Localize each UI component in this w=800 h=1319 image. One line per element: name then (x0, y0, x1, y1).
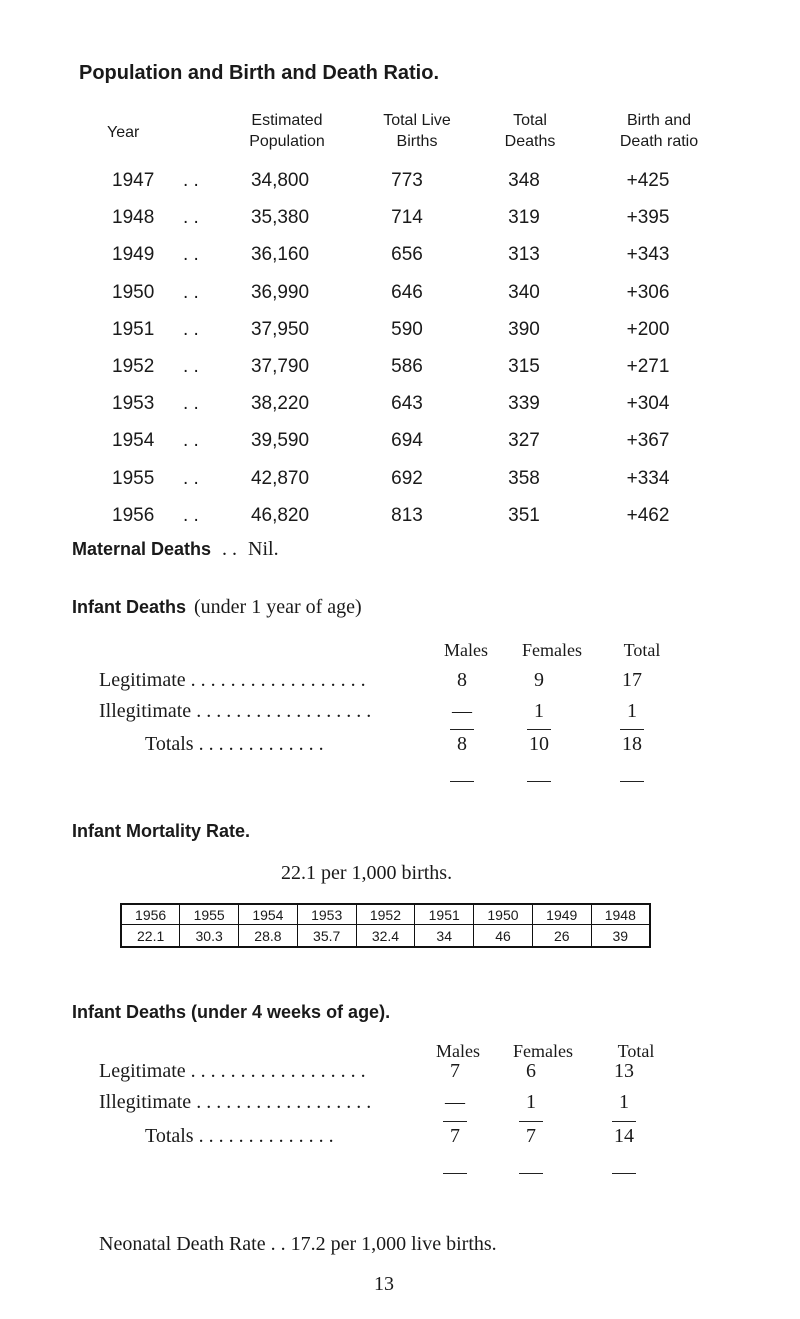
imr-value: 22.1 (121, 925, 180, 948)
row-deaths: 315 (508, 356, 540, 377)
infant-row-total: 1 (627, 700, 637, 722)
row-deaths: 348 (508, 170, 540, 191)
infant-row-females: 1 (526, 1091, 536, 1113)
infant-totals-label (145, 733, 324, 756)
row-births: 813 (391, 505, 423, 526)
row-ratio: +200 (626, 319, 670, 340)
row-year: 1947 (112, 170, 155, 191)
infant-row-label-text: Legitimate (99, 1060, 186, 1082)
row-leader: . . (183, 207, 199, 228)
row-births: 714 (391, 207, 423, 228)
infant-totals-males: 8 (457, 733, 467, 755)
row-births: 590 (391, 319, 423, 340)
row-deaths: 327 (508, 430, 540, 451)
row-deaths: 390 (508, 319, 540, 340)
infant-row-males: — (445, 1091, 465, 1113)
sum-rule-lower (612, 1173, 636, 1174)
infant-deaths-4wk-heading: Infant Deaths (under 4 weeks of age). (72, 1002, 391, 1022)
maternal-deaths-label: Maternal Deaths (72, 539, 212, 559)
infant-row-males: 8 (457, 669, 467, 691)
row-population: 34,800 (250, 170, 310, 191)
row-births: 692 (391, 468, 423, 489)
infant-4wk-col-males: Males (436, 1041, 480, 1061)
infant-totals-total: 14 (614, 1125, 634, 1147)
row-population: 36,990 (250, 282, 310, 303)
row-births: 643 (391, 393, 423, 414)
row-deaths: 351 (508, 505, 540, 526)
row-population: 35,380 (250, 207, 310, 228)
header-ratio-line1: Birth and (626, 112, 692, 129)
sum-rule-lower (620, 781, 644, 782)
row-leader: . . (183, 319, 199, 340)
infant-row-label (99, 669, 366, 692)
row-population: 38,220 (250, 393, 310, 414)
row-population: 37,790 (250, 356, 310, 377)
infant-row-total: 1 (619, 1091, 629, 1113)
row-ratio: +343 (626, 244, 670, 265)
row-ratio: +367 (626, 430, 670, 451)
row-births: 773 (391, 170, 423, 191)
row-year: 1948 (112, 207, 155, 228)
imr-value: 32.4 (356, 925, 415, 948)
row-leader: . . (183, 430, 199, 451)
infant-row-males: — (452, 700, 472, 722)
header-population (222, 110, 352, 152)
page-title: Population and Birth and Death Ratio. (79, 62, 439, 84)
infant-totals-label (145, 1125, 334, 1148)
imr-values-row (121, 925, 650, 948)
row-leader: . . (183, 170, 199, 191)
sum-rule-upper (443, 1121, 467, 1122)
infant-row-females: 6 (526, 1060, 536, 1082)
row-leader: . . (183, 244, 199, 265)
infant-row-total: 17 (622, 669, 642, 691)
sum-rule-lower (519, 1173, 543, 1174)
row-ratio: +271 (626, 356, 670, 377)
infant-row-dots: . . . . . . . . . . . . . . . . . . (191, 700, 372, 722)
imr-year: 1956 (121, 904, 180, 925)
row-population: 37,950 (250, 319, 310, 340)
header-population-line1: Estimated (251, 112, 323, 129)
sum-rule-upper (527, 729, 551, 730)
imr-rate-text: 22.1 per 1,000 births. (281, 862, 453, 884)
row-ratio: +425 (626, 170, 670, 191)
row-year: 1951 (112, 319, 155, 340)
row-year: 1954 (112, 430, 155, 451)
infant-row-label (99, 1060, 366, 1083)
row-births: 586 (391, 356, 423, 377)
row-deaths: 319 (508, 207, 540, 228)
infant-1yr-col-males: Males (444, 640, 488, 660)
infant-4wk-col-females: Females (513, 1041, 573, 1061)
row-leader: . . (183, 468, 199, 489)
infant-totals-females: 7 (526, 1125, 536, 1147)
infant-totals-females: 10 (529, 733, 549, 755)
infant-row-dots: . . . . . . . . . . . . . . . . . . (185, 1060, 366, 1082)
infant-totals-males: 7 (450, 1125, 460, 1147)
imr-value: 28.8 (239, 925, 298, 948)
infant-deaths-1yr-heading-rest: (under 1 year of age) (194, 596, 362, 618)
imr-year: 1951 (415, 904, 474, 925)
imr-year: 1948 (591, 904, 650, 925)
header-births-line1: Total Live (383, 112, 451, 129)
row-population: 36,160 (250, 244, 310, 265)
row-leader: . . (183, 505, 199, 526)
infant-row-label (99, 1091, 371, 1114)
infant-row-label (99, 700, 371, 723)
header-year-label: Year (107, 124, 140, 141)
infant-4wk-col-total: Total (617, 1041, 655, 1061)
sum-rule-upper (620, 729, 644, 730)
imr-value: 39 (591, 925, 650, 948)
row-deaths: 339 (508, 393, 540, 414)
sum-rule-lower (443, 1173, 467, 1174)
imr-value: 30.3 (180, 925, 239, 948)
maternal-deaths-value: Nil. (248, 538, 279, 560)
infant-row-females: 1 (534, 700, 544, 722)
imr-year: 1953 (297, 904, 356, 925)
infant-1yr-col-females: Females (522, 640, 582, 660)
infant-row-label-text: Legitimate (99, 669, 186, 691)
header-ratio (594, 110, 724, 152)
imr-year: 1955 (180, 904, 239, 925)
sum-rule-lower (527, 781, 551, 782)
infant-row-males: 7 (450, 1060, 460, 1082)
sum-rule-upper (450, 729, 474, 730)
header-ratio-line2: Death ratio (619, 133, 699, 150)
header-deaths (470, 110, 590, 152)
row-ratio: +462 (626, 505, 670, 526)
row-population: 39,590 (250, 430, 310, 451)
row-year: 1949 (112, 244, 155, 265)
row-year: 1955 (112, 468, 155, 489)
row-births: 694 (391, 430, 423, 451)
row-births: 656 (391, 244, 423, 265)
row-deaths: 340 (508, 282, 540, 303)
row-leader: . . (183, 356, 199, 377)
header-population-line2: Population (249, 133, 325, 150)
imr-year: 1949 (532, 904, 591, 925)
imr-value: 34 (415, 925, 474, 948)
infant-row-label-text: Illegitimate (99, 700, 192, 722)
imr-table (120, 903, 651, 948)
imr-value: 26 (532, 925, 591, 948)
sum-rule-upper (612, 1121, 636, 1122)
header-year (107, 122, 167, 143)
row-births: 646 (391, 282, 423, 303)
row-year: 1956 (112, 505, 155, 526)
row-year: 1952 (112, 356, 155, 377)
imr-heading: Infant Mortality Rate. (72, 821, 251, 841)
infant-totals-total: 18 (622, 733, 642, 755)
row-population: 42,870 (250, 468, 310, 489)
row-leader: . . (183, 282, 199, 303)
row-year: 1953 (112, 393, 155, 414)
imr-value: 35.7 (297, 925, 356, 948)
row-population: 46,820 (250, 505, 310, 526)
infant-deaths-1yr-heading-bold: Infant Deaths (72, 597, 187, 617)
row-ratio: +306 (626, 282, 670, 303)
imr-years-row (121, 904, 650, 925)
maternal-deaths (72, 538, 279, 561)
infant-row-dots: . . . . . . . . . . . . . . . . . . (185, 669, 366, 691)
infant-row-total: 13 (614, 1060, 634, 1082)
row-ratio: +334 (626, 468, 670, 489)
infant-deaths-1yr-heading (72, 596, 362, 619)
row-ratio: +395 (626, 207, 670, 228)
infant-totals-dots: . . . . . . . . . . . . . . (193, 1125, 334, 1147)
imr-year: 1952 (356, 904, 415, 925)
imr-year: 1954 (239, 904, 298, 925)
row-ratio: +304 (626, 393, 670, 414)
imr-year: 1950 (474, 904, 533, 925)
infant-row-females: 9 (534, 669, 544, 691)
sum-rule-upper (519, 1121, 543, 1122)
imr-value: 46 (474, 925, 533, 948)
page-number: 13 (374, 1273, 394, 1295)
header-deaths-line1: Total (513, 112, 547, 129)
infant-row-dots: . . . . . . . . . . . . . . . . . . (191, 1091, 372, 1113)
infant-1yr-col-total: Total (623, 640, 661, 660)
sum-rule-lower (450, 781, 474, 782)
infant-totals-label-text: Totals (145, 733, 194, 755)
neonatal-death-rate: Neonatal Death Rate . . 17.2 per 1,000 live births. (99, 1233, 497, 1255)
row-deaths: 313 (508, 244, 540, 265)
row-year: 1950 (112, 282, 155, 303)
infant-totals-dots: . . . . . . . . . . . . . (193, 733, 324, 755)
maternal-deaths-leader: . . (222, 538, 238, 560)
header-births (352, 110, 482, 152)
header-births-line2: Births (396, 133, 438, 150)
row-deaths: 358 (508, 468, 540, 489)
infant-totals-label-text: Totals (145, 1125, 194, 1147)
header-deaths-line2: Deaths (504, 133, 556, 150)
row-leader: . . (183, 393, 199, 414)
infant-row-label-text: Illegitimate (99, 1091, 192, 1113)
